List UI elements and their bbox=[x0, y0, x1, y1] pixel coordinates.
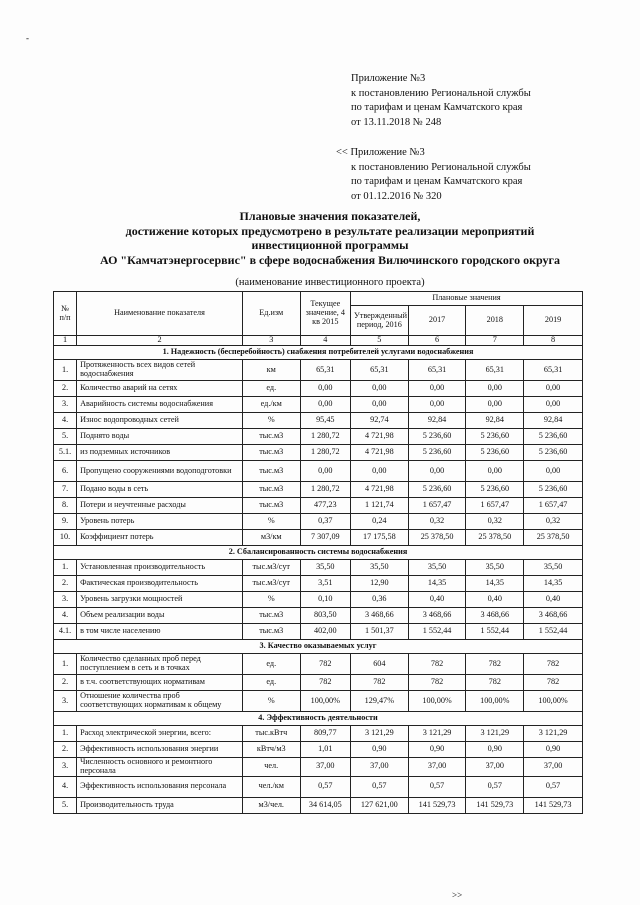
row-number: 4. bbox=[54, 413, 77, 429]
value-2019: 0,00 bbox=[524, 397, 583, 413]
table-row bbox=[54, 776, 583, 797]
row-number: 3. bbox=[54, 397, 77, 413]
row-number: 3. bbox=[54, 592, 77, 608]
table-row bbox=[54, 482, 583, 498]
row-name: Эффективность использования энергии bbox=[77, 742, 243, 758]
row-number: 1. bbox=[54, 726, 77, 742]
value-2017: 3 468,66 bbox=[408, 608, 466, 624]
value-2018: 141 529,73 bbox=[466, 797, 524, 813]
value-current: 477,23 bbox=[300, 498, 350, 514]
table-row bbox=[54, 397, 583, 413]
value-2017: 14,35 bbox=[408, 576, 466, 592]
value-2019: 3 468,66 bbox=[524, 608, 583, 624]
value-2017: 65,31 bbox=[408, 360, 466, 381]
value-2017: 25 378,50 bbox=[408, 530, 466, 546]
table-row bbox=[54, 560, 583, 576]
value-current: 0,00 bbox=[300, 381, 350, 397]
value-current: 0,00 bbox=[300, 461, 350, 482]
table-row bbox=[54, 413, 583, 429]
value-approved-2016: 92,74 bbox=[350, 413, 408, 429]
header-num: № п/п bbox=[54, 292, 77, 336]
row-unit: тыс.м3 bbox=[242, 608, 300, 624]
col-index: 1 bbox=[54, 336, 77, 346]
value-2018: 5 236,60 bbox=[466, 482, 524, 498]
value-approved-2016: 127 621,00 bbox=[350, 797, 408, 813]
row-unit: ед. bbox=[242, 654, 300, 675]
header-planned: Плановые значения bbox=[350, 292, 582, 306]
section-title: 3. Качество оказываемых услуг bbox=[54, 640, 583, 654]
value-2018: 37,00 bbox=[466, 758, 524, 777]
value-2019: 100,00% bbox=[524, 691, 583, 712]
col-index: 3 bbox=[242, 336, 300, 346]
section-header-row bbox=[54, 712, 583, 726]
row-unit: ед. bbox=[242, 381, 300, 397]
value-2017: 100,00% bbox=[408, 691, 466, 712]
row-unit: ед. bbox=[242, 675, 300, 691]
value-current: 1 280,72 bbox=[300, 445, 350, 461]
annex-previous bbox=[336, 146, 531, 204]
row-unit: тыс.м3 bbox=[242, 445, 300, 461]
annex-line: по тарифам и ценам Камчатского края bbox=[351, 102, 523, 113]
value-approved-2016: 3 121,29 bbox=[350, 726, 408, 742]
value-current: 37,00 bbox=[300, 758, 350, 777]
value-2019: 35,50 bbox=[524, 560, 583, 576]
value-current: 1,01 bbox=[300, 742, 350, 758]
col-index: 7 bbox=[466, 336, 524, 346]
row-number: 9. bbox=[54, 514, 77, 530]
value-2018: 1 657,47 bbox=[466, 498, 524, 514]
annex-line: к постановлению Региональной службы bbox=[351, 161, 531, 173]
row-number: 2. bbox=[54, 742, 77, 758]
value-2018: 100,00% bbox=[466, 691, 524, 712]
annex-line: Приложение №3 bbox=[351, 73, 426, 84]
value-2017: 782 bbox=[408, 654, 466, 675]
row-name: Пропущено сооружениями водоподготовки bbox=[77, 461, 243, 482]
row-name: Уровень загрузки мощностей bbox=[77, 592, 243, 608]
value-2019: 782 bbox=[524, 654, 583, 675]
value-2017: 5 236,60 bbox=[408, 429, 466, 445]
title-line: достижение которых предусмотрено в результате реализации мероприятий bbox=[125, 223, 535, 238]
title-line: инвестиционной программы bbox=[251, 238, 409, 252]
row-number: 5. bbox=[54, 429, 77, 445]
value-2019: 141 529,73 bbox=[524, 797, 583, 813]
value-2018: 3 121,29 bbox=[466, 726, 524, 742]
row-number: 5.1. bbox=[54, 445, 77, 461]
table-row bbox=[54, 675, 583, 691]
row-unit: км bbox=[242, 360, 300, 381]
table-row bbox=[54, 381, 583, 397]
value-2019: 0,57 bbox=[524, 776, 583, 797]
table-row bbox=[54, 742, 583, 758]
value-2018: 5 236,60 bbox=[466, 445, 524, 461]
value-2019: 14,35 bbox=[524, 576, 583, 592]
value-approved-2016: 0,57 bbox=[350, 776, 408, 797]
value-2017: 0,32 bbox=[408, 514, 466, 530]
row-name: Объем реализации воды bbox=[77, 608, 243, 624]
row-number: 8. bbox=[54, 498, 77, 514]
row-name: Эффективность использования персонала bbox=[77, 776, 243, 797]
row-name: Поднято воды bbox=[77, 429, 243, 445]
value-current: 0,37 bbox=[300, 514, 350, 530]
section-title: 2. Сбалансированность системы водоснабжения bbox=[54, 546, 583, 560]
value-2017: 0,00 bbox=[408, 461, 466, 482]
value-2019: 0,40 bbox=[524, 592, 583, 608]
header-unit: Ед.изм bbox=[242, 292, 300, 336]
value-2017: 92,84 bbox=[408, 413, 466, 429]
value-approved-2016: 37,00 bbox=[350, 758, 408, 777]
row-name: Фактическая производительность bbox=[77, 576, 243, 592]
value-2019: 5 236,60 bbox=[524, 445, 583, 461]
header-current: Текущее значение, 4 кв 2015 bbox=[300, 292, 350, 336]
annex-line: по тарифам и ценам Камчатского края bbox=[351, 176, 523, 187]
row-name: Установленная производительность bbox=[77, 560, 243, 576]
value-2018: 0,40 bbox=[466, 592, 524, 608]
col-index: 5 bbox=[350, 336, 408, 346]
value-2019: 0,90 bbox=[524, 742, 583, 758]
section-title: 1. Надежность (бесперебойность) снабжения потребителей услугами водоснабжения bbox=[54, 346, 583, 360]
row-unit: кВтч/м3 bbox=[242, 742, 300, 758]
value-2019: 0,32 bbox=[524, 514, 583, 530]
corner-mark: - bbox=[26, 33, 29, 43]
value-current: 1 280,72 bbox=[300, 429, 350, 445]
value-current: 3,51 bbox=[300, 576, 350, 592]
value-current: 0,00 bbox=[300, 397, 350, 413]
value-approved-2016: 1 121,74 bbox=[350, 498, 408, 514]
value-approved-2016: 0,24 bbox=[350, 514, 408, 530]
value-current: 65,31 bbox=[300, 360, 350, 381]
value-approved-2016: 65,31 bbox=[350, 360, 408, 381]
row-number: 4.1. bbox=[54, 624, 77, 640]
value-approved-2016: 129,47% bbox=[350, 691, 408, 712]
row-number: 10. bbox=[54, 530, 77, 546]
row-number: 5. bbox=[54, 797, 77, 813]
row-unit: тыс.кВтч bbox=[242, 726, 300, 742]
value-2019: 782 bbox=[524, 675, 583, 691]
value-2017: 5 236,60 bbox=[408, 445, 466, 461]
value-2017: 35,50 bbox=[408, 560, 466, 576]
value-2017: 1 552,44 bbox=[408, 624, 466, 640]
value-approved-2016: 17 175,58 bbox=[350, 530, 408, 546]
table-row bbox=[54, 608, 583, 624]
value-current: 1 280,72 bbox=[300, 482, 350, 498]
col-index: 4 bbox=[300, 336, 350, 346]
row-number: 6. bbox=[54, 461, 77, 482]
value-2018: 782 bbox=[466, 675, 524, 691]
value-2018: 0,57 bbox=[466, 776, 524, 797]
row-name: Аварийность системы водоснабжения bbox=[77, 397, 243, 413]
section-header-row bbox=[54, 346, 583, 360]
value-2018: 14,35 bbox=[466, 576, 524, 592]
value-2019: 25 378,50 bbox=[524, 530, 583, 546]
value-2018: 0,32 bbox=[466, 514, 524, 530]
table-row bbox=[54, 576, 583, 592]
value-current: 782 bbox=[300, 675, 350, 691]
value-2018: 5 236,60 bbox=[466, 429, 524, 445]
value-2018: 0,00 bbox=[466, 461, 524, 482]
col-index: 6 bbox=[408, 336, 466, 346]
value-current: 809,77 bbox=[300, 726, 350, 742]
header-2019: 2019 bbox=[524, 306, 583, 336]
value-2018: 3 468,66 bbox=[466, 608, 524, 624]
value-2019: 37,00 bbox=[524, 758, 583, 777]
row-number: 1. bbox=[54, 654, 77, 675]
value-2018: 782 bbox=[466, 654, 524, 675]
value-2017: 37,00 bbox=[408, 758, 466, 777]
value-current: 0,57 bbox=[300, 776, 350, 797]
row-number: 4. bbox=[54, 776, 77, 797]
row-unit: % bbox=[242, 514, 300, 530]
table-row bbox=[54, 758, 583, 777]
row-name: Отношение количества проб соответствующих нормативам к общему bbox=[77, 691, 243, 712]
value-approved-2016: 0,00 bbox=[350, 381, 408, 397]
value-approved-2016: 3 468,66 bbox=[350, 608, 408, 624]
row-unit: % bbox=[242, 413, 300, 429]
row-unit: тыс.м3 bbox=[242, 461, 300, 482]
row-name: в том числе населению bbox=[77, 624, 243, 640]
row-name: из подземных источников bbox=[77, 445, 243, 461]
value-2017: 1 657,47 bbox=[408, 498, 466, 514]
value-2017: 0,57 bbox=[408, 776, 466, 797]
header-2018: 2018 bbox=[466, 306, 524, 336]
annex-line: от 13.11.2018 № 248 bbox=[351, 116, 442, 128]
title-line: Плановые значения показателей, bbox=[239, 209, 421, 223]
title-line: АО "Камчатэнергосервис" в сфере водоснабжения Вилючинского городского округа bbox=[100, 252, 560, 267]
value-approved-2016: 0,00 bbox=[350, 397, 408, 413]
row-name: Потери и неучтенные расходы bbox=[77, 498, 243, 514]
value-2019: 5 236,60 bbox=[524, 429, 583, 445]
value-2018: 92,84 bbox=[466, 413, 524, 429]
section-header-row bbox=[54, 546, 583, 560]
value-2019: 0,00 bbox=[524, 381, 583, 397]
row-name: Количество сделанных проб перед поступлением в сеть и в точках bbox=[77, 654, 243, 675]
table-row bbox=[54, 592, 583, 608]
value-approved-2016: 0,00 bbox=[350, 461, 408, 482]
value-current: 803,50 bbox=[300, 608, 350, 624]
value-2017: 5 236,60 bbox=[408, 482, 466, 498]
row-unit: % bbox=[242, 592, 300, 608]
row-number: 1. bbox=[54, 560, 77, 576]
value-2019: 92,84 bbox=[524, 413, 583, 429]
document-subtitle: (наименование инвестиционного проекта) bbox=[235, 277, 425, 288]
value-approved-2016: 35,50 bbox=[350, 560, 408, 576]
row-name: Протяженность всех видов сетей водоснабжения bbox=[77, 360, 243, 381]
row-number: 2. bbox=[54, 675, 77, 691]
row-number: 3. bbox=[54, 758, 77, 777]
value-2017: 0,00 bbox=[408, 381, 466, 397]
row-number: 7. bbox=[54, 482, 77, 498]
value-approved-2016: 0,36 bbox=[350, 592, 408, 608]
col-index: 2 bbox=[77, 336, 243, 346]
row-unit: чел. bbox=[242, 758, 300, 777]
value-2017: 0,00 bbox=[408, 397, 466, 413]
value-approved-2016: 12,90 bbox=[350, 576, 408, 592]
row-number: 3. bbox=[54, 691, 77, 712]
value-current: 782 bbox=[300, 654, 350, 675]
value-approved-2016: 4 721,98 bbox=[350, 482, 408, 498]
value-2017: 0,40 bbox=[408, 592, 466, 608]
row-unit: ед./км bbox=[242, 397, 300, 413]
table-row bbox=[54, 654, 583, 675]
value-2019: 5 236,60 bbox=[524, 482, 583, 498]
continuation-mark: >> bbox=[452, 890, 463, 900]
value-2017: 0,90 bbox=[408, 742, 466, 758]
table-body bbox=[54, 346, 583, 814]
annex-line: от 01.12.2016 № 320 bbox=[351, 190, 442, 202]
row-name: Производительность труда bbox=[77, 797, 243, 813]
row-unit: тыс.м3 bbox=[242, 429, 300, 445]
value-approved-2016: 0,90 bbox=[350, 742, 408, 758]
annex-current bbox=[351, 72, 531, 130]
row-name: в т.ч. соответствующих нормативам bbox=[77, 675, 243, 691]
value-current: 402,00 bbox=[300, 624, 350, 640]
col-index: 8 bbox=[524, 336, 583, 346]
table-row bbox=[54, 530, 583, 546]
value-current: 34 614,05 bbox=[300, 797, 350, 813]
row-unit: тыс.м3/сут bbox=[242, 560, 300, 576]
annex-line: к постановлению Региональной службы bbox=[351, 87, 531, 99]
row-number: 1. bbox=[54, 360, 77, 381]
row-unit: тыс.м3 bbox=[242, 498, 300, 514]
value-2019: 1 552,44 bbox=[524, 624, 583, 640]
row-unit: чел./км bbox=[242, 776, 300, 797]
value-approved-2016: 4 721,98 bbox=[350, 445, 408, 461]
value-2017: 141 529,73 bbox=[408, 797, 466, 813]
indicators-table bbox=[53, 291, 583, 814]
value-2018: 0,00 bbox=[466, 381, 524, 397]
row-name: Уровень потерь bbox=[77, 514, 243, 530]
value-2019: 65,31 bbox=[524, 360, 583, 381]
value-current: 95,45 bbox=[300, 413, 350, 429]
row-number: 4. bbox=[54, 608, 77, 624]
value-current: 100,00% bbox=[300, 691, 350, 712]
value-2018: 25 378,50 bbox=[466, 530, 524, 546]
section-header-row bbox=[54, 640, 583, 654]
value-current: 0,10 bbox=[300, 592, 350, 608]
table-row bbox=[54, 429, 583, 445]
value-2019: 3 121,29 bbox=[524, 726, 583, 742]
row-name: Расход электрической энергии, всего: bbox=[77, 726, 243, 742]
row-unit: % bbox=[242, 691, 300, 712]
value-2018: 35,50 bbox=[466, 560, 524, 576]
table-row bbox=[54, 514, 583, 530]
value-approved-2016: 4 721,98 bbox=[350, 429, 408, 445]
section-title: 4. Эффективность деятельности bbox=[54, 712, 583, 726]
table-row bbox=[54, 624, 583, 640]
value-approved-2016: 604 bbox=[350, 654, 408, 675]
value-current: 35,50 bbox=[300, 560, 350, 576]
value-2018: 0,00 bbox=[466, 397, 524, 413]
value-2017: 782 bbox=[408, 675, 466, 691]
annex-line: << Приложение №3 bbox=[336, 147, 425, 158]
value-2018: 65,31 bbox=[466, 360, 524, 381]
value-2019: 1 657,47 bbox=[524, 498, 583, 514]
value-approved-2016: 782 bbox=[350, 675, 408, 691]
row-number: 2. bbox=[54, 576, 77, 592]
header-name: Наименование показателя bbox=[77, 292, 243, 336]
value-2019: 0,00 bbox=[524, 461, 583, 482]
row-name: Численность основного и ремонтного персонала bbox=[77, 758, 243, 777]
row-unit: м3/км bbox=[242, 530, 300, 546]
value-approved-2016: 1 501,37 bbox=[350, 624, 408, 640]
header-2017: 2017 bbox=[408, 306, 466, 336]
row-unit: тыс.м3 bbox=[242, 624, 300, 640]
table-row bbox=[54, 445, 583, 461]
value-current: 7 307,09 bbox=[300, 530, 350, 546]
table-row bbox=[54, 461, 583, 482]
value-2018: 0,90 bbox=[466, 742, 524, 758]
row-name: Износ водопроводных сетей bbox=[77, 413, 243, 429]
row-number: 2. bbox=[54, 381, 77, 397]
header-approved: Утвержденный период, 2016 bbox=[350, 306, 408, 336]
table-row bbox=[54, 691, 583, 712]
row-name: Коэффициент потерь bbox=[77, 530, 243, 546]
table-row bbox=[54, 498, 583, 514]
table-row bbox=[54, 726, 583, 742]
table-row bbox=[54, 360, 583, 381]
value-2017: 3 121,29 bbox=[408, 726, 466, 742]
row-name: Количество аварий на сетях bbox=[77, 381, 243, 397]
row-name: Подано воды в сеть bbox=[77, 482, 243, 498]
table-row bbox=[54, 797, 583, 813]
document-title bbox=[40, 209, 620, 267]
row-unit: тыс.м3/сут bbox=[242, 576, 300, 592]
row-unit: м3/чел. bbox=[242, 797, 300, 813]
value-2018: 1 552,44 bbox=[466, 624, 524, 640]
row-unit: тыс.м3 bbox=[242, 482, 300, 498]
